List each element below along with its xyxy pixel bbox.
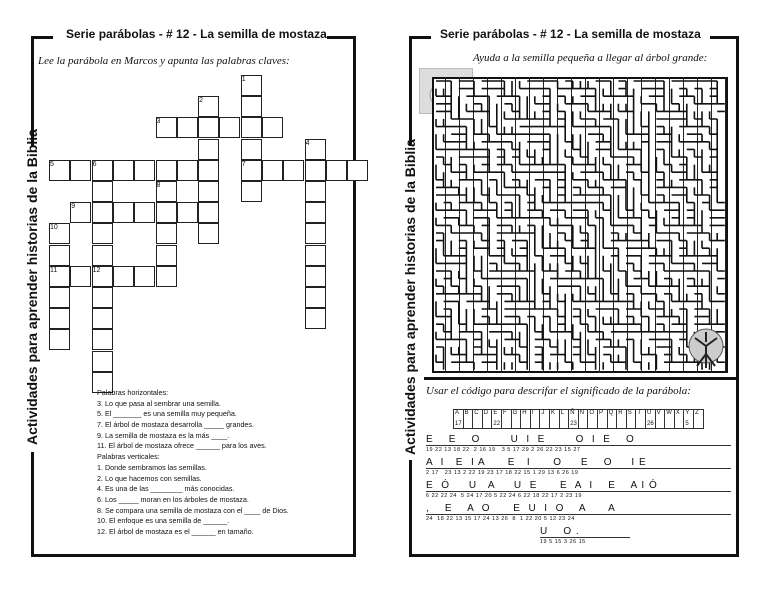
left-title: Serie parábolas - # 12 - La semilla de mostaza — [66, 27, 327, 41]
code-key-letter: U — [647, 410, 652, 416]
code-key-hint: 22 — [493, 421, 501, 427]
crossword-cell[interactable] — [198, 181, 219, 202]
clue-item: 10. El enfoque es una semilla de ______. — [97, 516, 230, 526]
decode-numbers: 2 17 23 13 2 22 19 23 17 18 22 15 1 29 13 6 26 19 — [426, 470, 579, 476]
clue-item: 5. El _______ es una semilla muy pequeña. — [97, 409, 237, 419]
clue-item: 3. Lo que pasa al sembrar una semilla. — [97, 398, 221, 408]
code-instruction: Usar el código para descrifar el significado de la parábola: — [426, 385, 691, 397]
crossword-cell[interactable] — [156, 160, 177, 181]
clue-item: 1. Donde sembramos las semillas. — [97, 462, 207, 472]
crossword-cell[interactable] — [134, 266, 155, 287]
code-key-letter: W — [666, 410, 672, 416]
clue-item: 2. Lo que hacemos con semillas. — [97, 473, 202, 483]
crossword-cell[interactable] — [305, 160, 326, 181]
crossword-cell[interactable] — [198, 117, 219, 138]
crossword-cell[interactable] — [92, 181, 113, 202]
clue-item: 12. El árbol de mostaza es el ______ en tamaño. — [97, 526, 254, 536]
code-key-hint: 5 — [685, 421, 689, 427]
right-frame-left-top — [409, 36, 412, 146]
crossword-cell[interactable] — [156, 223, 177, 244]
right-divider — [424, 377, 737, 380]
decode-row: E Ó U A U E E A I E A I Ó — [426, 480, 731, 492]
code-key-letter: J — [541, 410, 545, 416]
code-key-hint: 17 — [455, 421, 462, 427]
crossword-number: 6 — [92, 160, 97, 168]
crossword-number: 12 — [92, 266, 101, 274]
crossword-number: 4 — [305, 139, 310, 147]
crossword-cell[interactable] — [49, 287, 70, 308]
crossword-cell[interactable] — [262, 160, 283, 181]
code-key-letter: B — [464, 410, 469, 416]
crossword-cell[interactable] — [262, 117, 283, 138]
crossword-cell[interactable] — [92, 308, 113, 329]
crossword-cell[interactable] — [347, 160, 368, 181]
code-key-hint: 26 — [647, 421, 654, 427]
crossword-number: 3 — [156, 118, 161, 126]
code-key-letter: Q — [608, 410, 614, 416]
crossword-number: 10 — [50, 224, 58, 232]
right-frame-left-bottom — [409, 460, 412, 556]
code-key-letter: D — [483, 410, 489, 416]
right-title: Serie parábolas - # 12 - La semilla de mostaza — [440, 27, 701, 41]
code-key-letter: N — [579, 410, 585, 416]
crossword-cell[interactable] — [241, 96, 262, 117]
crossword-number: 11 — [50, 266, 58, 274]
crossword-cell[interactable] — [92, 245, 113, 266]
decode-row: A I E I A E I O E O I E — [426, 457, 731, 469]
code-key-letter: A — [455, 410, 460, 416]
decode-numbers: 24 18 22 13 15 17 24 13 26 8 1 22 20 5 12 23 24 — [426, 516, 575, 522]
crossword-cell[interactable] — [198, 202, 219, 223]
crossword-cell[interactable] — [156, 245, 177, 266]
code-key-letter: C — [474, 410, 479, 416]
crossword-cell[interactable] — [283, 160, 304, 181]
crossword-cell[interactable] — [305, 181, 326, 202]
tree-image — [683, 326, 729, 372]
clue-item: 4. Es una de las ________ más conocidas. — [97, 484, 235, 494]
code-key-letter: O — [589, 410, 595, 416]
crossword-cell[interactable] — [305, 245, 326, 266]
crossword-cell[interactable] — [198, 139, 219, 160]
left-frame-top-right — [327, 36, 356, 39]
code-key-letter: T — [637, 410, 642, 416]
crossword-cell[interactable] — [305, 223, 326, 244]
crossword-cell[interactable] — [92, 287, 113, 308]
code-key-letter: S — [627, 410, 632, 416]
code-key-letter: K — [551, 410, 556, 416]
crossword-cell[interactable] — [241, 181, 262, 202]
decode-row: E E O U I E O I E O — [426, 434, 731, 446]
crossword-cell[interactable] — [198, 160, 219, 181]
crossword-cell[interactable] — [92, 329, 113, 350]
decode-numbers: 19 22 13 18 22 2 16 19 3 5 17 29 2 26 22 23 15 27 — [426, 447, 581, 453]
crossword-cell[interactable] — [305, 308, 326, 329]
crossword-cell[interactable] — [70, 266, 91, 287]
crossword-cell[interactable] — [92, 223, 113, 244]
code-key-letter: Y — [685, 410, 690, 416]
decode-row: , E A O E U I O A A — [426, 503, 731, 515]
left-frame-top-left — [31, 36, 53, 39]
code-key-letter: E — [493, 410, 498, 416]
crossword-number: 7 — [241, 160, 246, 168]
decode-numbers: 19 5 15 3 26 15 — [540, 539, 586, 545]
decode-numbers: 6 22 22 24 5 24 17 20 5 22 24 6 22 18 22 17 2 23 19 — [426, 493, 582, 499]
crossword-number: 5 — [50, 160, 54, 168]
code-key-letter: V — [656, 410, 661, 416]
right-frame-top-right — [710, 36, 739, 39]
code-key-letter: P — [599, 410, 604, 416]
right-side-text: Actividades para aprender historias de la Biblia — [402, 139, 418, 455]
crossword-cell[interactable] — [70, 160, 91, 181]
crossword-cell[interactable] — [113, 202, 134, 223]
left-frame-right — [353, 36, 356, 557]
code-key-cell — [693, 409, 704, 429]
code-key-letter: G — [512, 410, 518, 416]
crossword-cell[interactable] — [305, 202, 326, 223]
code-key-letter: Z — [695, 410, 699, 416]
crossword-cell[interactable] — [156, 202, 177, 223]
code-key-hint: 23 — [570, 421, 577, 427]
code-key-letter: H — [522, 410, 527, 416]
maze-instruction: Ayuda a la semilla pequeña a llegar al árbol grande: — [473, 52, 708, 64]
clue-item: 6. Los _____ moran en los árboles de mostaza. — [97, 494, 249, 504]
crossword-cell[interactable] — [305, 287, 326, 308]
crossword-cell[interactable] — [326, 160, 347, 181]
crossword-cell[interactable] — [49, 329, 70, 350]
clue-item: 9. La semilla de mostaza es la más ____. — [97, 430, 230, 440]
left-side-text: Actividades para aprender historias de la Biblia — [24, 129, 40, 445]
code-key-letter: L — [560, 410, 564, 416]
crossword-cell[interactable] — [219, 117, 240, 138]
decode-row: U O . — [540, 526, 630, 538]
left-frame-left-bottom — [31, 452, 34, 556]
code-key-letter: I — [531, 410, 534, 416]
crossword-cell[interactable] — [113, 266, 134, 287]
crossword-number: 2 — [199, 97, 203, 105]
code-key-letter: F — [503, 410, 507, 416]
crossword-number: 8 — [156, 182, 161, 189]
crossword-cell[interactable] — [92, 202, 113, 223]
clue-item: 8. Se compara una semilla de mostaza con el ____ de Dios. — [97, 505, 289, 515]
crossword-cell[interactable] — [198, 223, 219, 244]
crossword-cell[interactable] — [134, 160, 155, 181]
left-instruction: Lee la parábola en Marcos y apunta las palabras claves: — [38, 55, 290, 67]
crossword-cell[interactable] — [113, 160, 134, 181]
right-frame-top-left — [409, 36, 431, 39]
code-key-letter: X — [675, 410, 680, 416]
crossword-cell[interactable] — [241, 117, 262, 138]
code-key-letter: Ñ — [570, 410, 575, 416]
crossword-cell[interactable] — [49, 245, 70, 266]
clue-item: 11. El árbol de mostaza ofrece ______ para los aves. — [97, 441, 267, 451]
clue-list — [97, 388, 289, 538]
clue-item: 7. El árbol de mostaza desarrolla _____ grandes. — [97, 420, 255, 430]
crossword-cell[interactable] — [134, 202, 155, 223]
crossword-cell[interactable] — [92, 351, 113, 372]
code-key-letter: R — [618, 410, 623, 416]
right-frame-bottom — [409, 554, 739, 557]
crossword-number: 9 — [71, 203, 76, 211]
clue-heading-horizontal: Palabras horizontales: — [97, 388, 169, 397]
crossword-cell[interactable] — [241, 139, 262, 160]
crossword-cell[interactable] — [177, 202, 198, 223]
right-frame-right — [736, 36, 739, 557]
crossword-number: 1 — [241, 76, 246, 83]
crossword-cell[interactable] — [177, 117, 198, 138]
clue-heading-vertical: Palabras verticales: — [97, 452, 160, 462]
crossword-cell[interactable] — [49, 308, 70, 329]
crossword-cell[interactable] — [156, 266, 177, 287]
left-frame-bottom — [31, 554, 356, 557]
crossword-cell[interactable] — [305, 266, 326, 287]
crossword-cell[interactable] — [177, 160, 198, 181]
